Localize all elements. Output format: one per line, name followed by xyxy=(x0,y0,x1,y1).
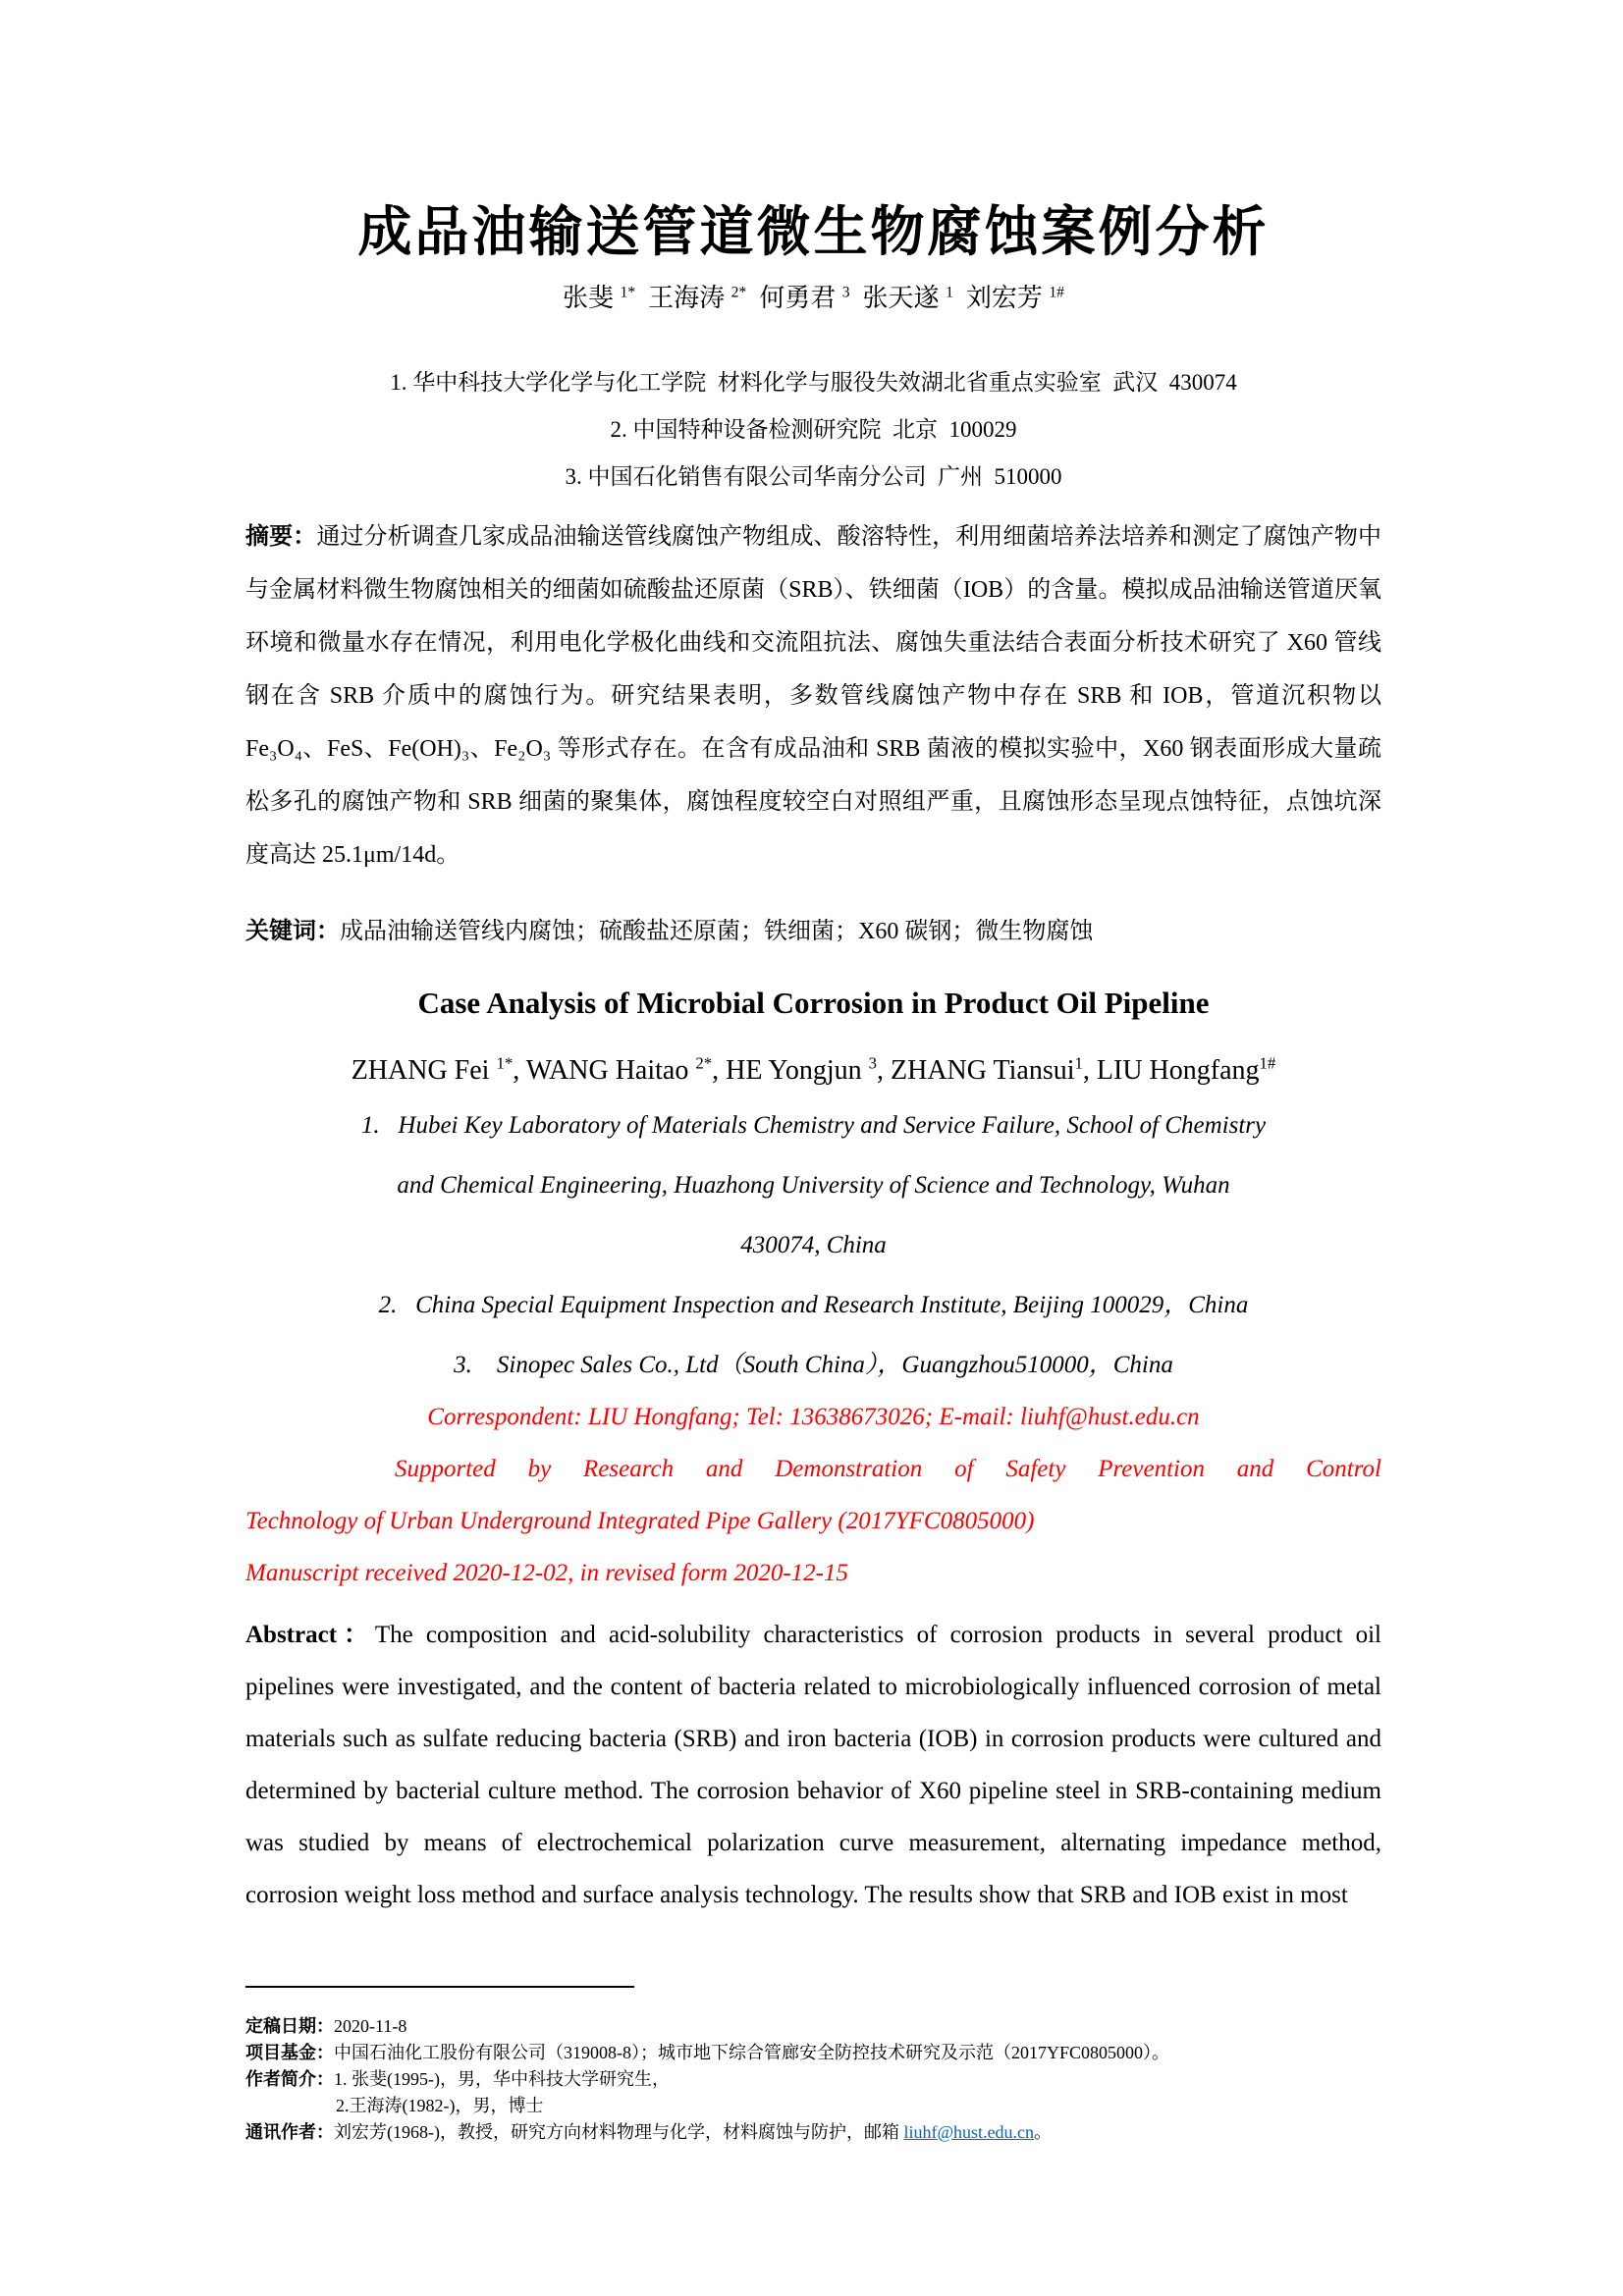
funding-statement-line-2: Technology of Urban Underground Integrated Pipe Gallery (2017YFC0805000) xyxy=(245,1507,1035,1534)
english-affiliations xyxy=(245,1099,1381,1391)
author-superscript: 3 xyxy=(841,284,850,301)
author-name: , HE Yongjun $^3$ xyxy=(712,1053,878,1086)
finalized-date-label: 定稿日期： xyxy=(245,2015,334,2036)
email-link[interactable]: liuhf@hust.edu.cn xyxy=(903,2121,1035,2142)
author-bio-label: 作者简介： xyxy=(245,2068,334,2089)
author-bio-row-continued xyxy=(245,2093,1381,2119)
affiliation-cn-line: 3. 中国石化销售有限公司华南分公司 广州 510000 xyxy=(565,464,1062,489)
chinese-keywords xyxy=(245,905,1381,958)
author-superscript: 3 xyxy=(868,1053,878,1073)
corresponding-author-text: 刘宏芳(1968-)，教授，研究方向材料物理与化学，材料腐蚀与防护，邮箱 xyxy=(334,2121,904,2142)
author-name: 张天遂 $^1$ xyxy=(849,284,953,312)
english-abstract xyxy=(245,1609,1381,1921)
author-superscript: 1# xyxy=(1049,284,1064,301)
author-name: 张斐 $^{1*}$ xyxy=(563,284,636,312)
chinese-keywords-label: 关键词： xyxy=(245,919,340,944)
corresponding-author-row xyxy=(245,2119,1381,2146)
chinese-abstract-label: 摘要： xyxy=(245,524,317,550)
author-superscript: 1 xyxy=(946,284,953,301)
author-superscript: 2* xyxy=(695,1053,713,1073)
chinese-author-line xyxy=(245,279,1381,357)
english-author-line xyxy=(245,1050,1381,1092)
correspondence-block xyxy=(245,1391,1381,1599)
author-bio-line-1: 1. 张斐(1995-)，男，华中科技大学研究生， xyxy=(334,2068,670,2089)
chinese-keywords-text: 成品油输送管线内腐蚀；硫酸盐还原菌；铁细菌；X60 碳钢；微生物腐蚀 xyxy=(340,919,1094,944)
english-title: Case Analysis of Microbial Corrosion in Product Oil Pipeline xyxy=(417,986,1210,1020)
affiliation-cn-line: 2. 中国特种设备检测研究院 北京 100029 xyxy=(610,417,1017,442)
finalized-date-value: 2020-11-8 xyxy=(334,2015,407,2036)
correspondent-line: Correspondent: LIU Hongfang; Tel: 13638673026; E-mail: liuhf@hust.edu.cn xyxy=(427,1403,1200,1430)
author-bio-line-2: 2.王海涛(1982-)，男，博士 xyxy=(336,2095,544,2115)
author-name: , ZHANG Tiansui$^1$ xyxy=(877,1053,1083,1086)
english-abstract-text: The composition and acid-solubility characteristics of corrosion products in several product oil pipelines were investigated, and the content of bacteria related to microbiologically influenced corrosion of metal materials such as sulfate reducing bacteria (SRB) and iron bacteria (IOB) in corrosion products were cultured and determined by bacterial culture method. The corrosion behavior of X60 pipeline steel in SRB-containing medium was studied by means of electrochemical polarization curve measurement, alternating impedance method, corrosion weight loss method and surface analysis technology. The results show that SRB and IOB exist in most xyxy=(245,1621,1381,1908)
funding-value: 中国石油化工股份有限公司（319008-8）；城市地下综合管廊安全防控技术研究及示范（2017YFC0805000）。 xyxy=(334,2042,1170,2062)
corresponding-author-text-end: 。 xyxy=(1034,2121,1053,2142)
author-name: , WANG Haitao $^{2*}$ xyxy=(513,1053,713,1086)
affiliation-en-line: and Chemical Engineering, Huazhong University of Science and Technology, Wuhan xyxy=(397,1171,1230,1199)
chinese-abstract-text: 通过分析调查几家成品油输送管线腐蚀产物组成、酸溶特性，利用细菌培养法培养和测定了腐蚀产物中与金属材料微生物腐蚀相关的细菌如硫酸盐还原菌（SRB）、铁细菌（IOB）的含量。模拟成品油输送管道厌氧环境和微量水存在情况，利用电化学极化曲线和交流阻抗法、腐蚀失重法结合表面分析技术研究了 X60 管线钢在含 SRB 介质中的腐蚀行为。研究结果表明，多数管线腐蚀产物中存在 SRB 和 IOB，管道沉积物以 Fe₃O₄、FeS、Fe(OH)₃、Fe₂O₃ 等形式存在。在含有成品油和 SRB 菌液的模拟实验中，X60 钢表面形成大量疏松多孔的腐蚀产物和 SRB 细菌的聚集体，腐蚀程度较空白对照组严重，且腐蚀形态呈现点蚀特征，点蚀坑深度高达 25.1μm/14d。 xyxy=(245,524,1382,868)
author-superscript: 1 xyxy=(1074,1053,1083,1073)
funding-row xyxy=(245,2040,1381,2066)
chinese-affiliations xyxy=(245,361,1381,499)
affiliation-en-line: 430074, China xyxy=(740,1231,887,1258)
finalized-date-row xyxy=(245,2013,1381,2040)
author-name: 王海涛 $^{2*}$ xyxy=(635,284,747,312)
author-superscript: 1* xyxy=(496,1053,514,1073)
author-bio-row xyxy=(245,2066,1381,2093)
funding-statement-line-1: Supported by Research and Demonstration of Safety Prevention and Control xyxy=(395,1455,1381,1482)
funding-label: 项目基金： xyxy=(245,2042,334,2062)
affiliation-en-line: 1. Hubei Key Laboratory of Materials Chemistry and Service Failure, School of Chemistry xyxy=(360,1111,1267,1139)
paper-content xyxy=(245,0,1381,2146)
chinese-title: 成品油输送管道微生物腐蚀案例分析 xyxy=(357,202,1270,262)
chinese-abstract xyxy=(245,510,1381,881)
author-superscript: 2* xyxy=(730,284,747,301)
manuscript-received-line: Manuscript received 2020-12-02, in revised form 2020-12-15 xyxy=(245,1559,848,1586)
corresponding-author-label: 通讯作者： xyxy=(245,2121,334,2142)
affiliation-cn-line: 1. 华中科技大学化学与化工学院 材料化学与服役失效湖北省重点实验室 武汉 430074 xyxy=(390,370,1237,395)
author-name: ZHANG Fei $^{1*}$ xyxy=(351,1053,514,1086)
author-superscript: 1* xyxy=(620,284,636,301)
author-name: 何勇君 $^3$ xyxy=(746,284,850,312)
author-superscript: 1# xyxy=(1259,1053,1276,1073)
footnote-separator-rule xyxy=(245,1986,634,1988)
author-name: 刘宏芳 $^{1\#}$ xyxy=(952,284,1064,312)
author-name: , LIU Hongfang$^{1\#}$ xyxy=(1082,1053,1276,1086)
english-abstract-label: Abstract： xyxy=(245,1621,375,1648)
footnote-block xyxy=(245,2013,1381,2146)
affiliation-en-line: 3. Sinopec Sales Co., Ltd（South China），Guangzhou510000，China xyxy=(454,1351,1173,1378)
affiliation-en-line: 2. China Special Equipment Inspection and Research Institute, Beijing 100029，China xyxy=(378,1291,1249,1318)
